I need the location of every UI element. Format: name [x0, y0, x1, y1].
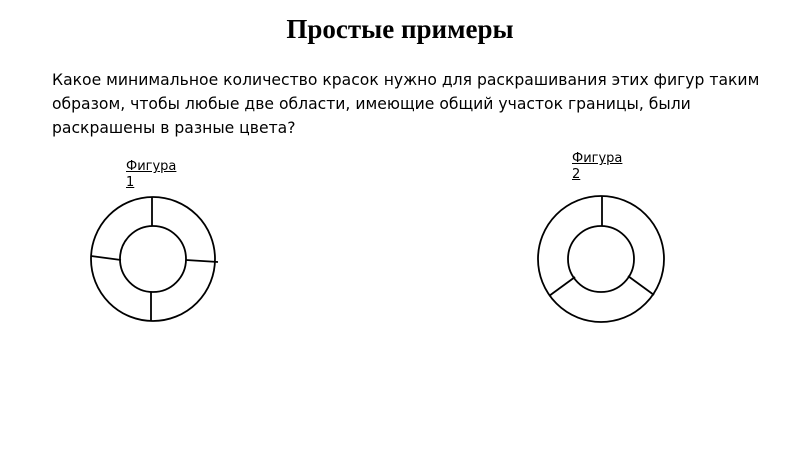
figure-2-label — [572, 151, 622, 183]
figure-1-inner-circle — [120, 226, 186, 292]
figure-2-outer-circle — [538, 196, 664, 322]
figure-1-label-number: 1 — [126, 175, 135, 190]
figure-2-label-number: 2 — [572, 167, 581, 182]
figure-1-divider-right — [186, 260, 218, 262]
figure-2-ring-diagram — [534, 192, 670, 328]
figure-2-inner-circle — [568, 226, 634, 292]
figure-1-divider-left — [91, 256, 121, 260]
figure-2-label-word: Фигура — [572, 151, 623, 166]
figure-1-ring-diagram — [86, 192, 222, 328]
figure-1-label-word: Фигура — [126, 159, 177, 174]
question-text: Какое минимальное количество красок нужно для раскрашивания этих фигур таким образом, чтобы любые две области, имеющие общий участок границы, были раскрашены в разные цвета? — [52, 71, 760, 137]
figure-2-divider-bottom-right — [628, 276, 654, 295]
slide-title: Простые примеры — [286, 14, 514, 44]
figure-2-divider-bottom-left — [549, 277, 575, 296]
figure-1-label — [126, 159, 176, 191]
